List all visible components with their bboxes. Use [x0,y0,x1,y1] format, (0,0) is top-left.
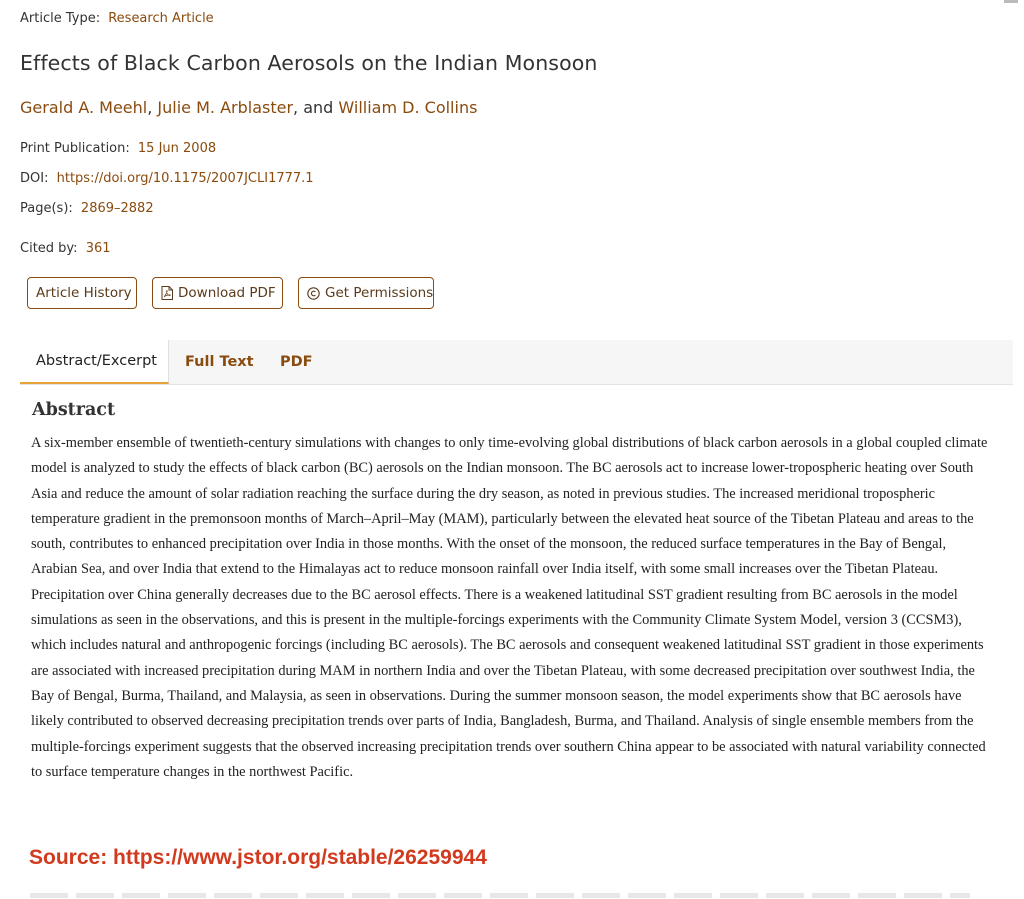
download-pdf-button[interactable] [152,277,283,309]
print-publication-row [20,141,216,156]
abstract-heading: Abstract [32,400,116,420]
tab-full-text[interactable]: Full Text [185,354,254,370]
download-pdf-label: Download PDF [178,285,276,301]
get-permissions-label: Get Permissions [325,285,434,301]
author-separator: , and [293,98,334,117]
print-publication-value: 15 Jun 2008 [137,141,217,156]
pages-value: 2869–2882 [80,201,154,216]
doi-row [20,171,314,186]
cited-by-count[interactable]: 361 [85,241,111,256]
author-link[interactable]: Julie M. Arblaster [157,98,294,117]
copyright-icon [307,287,320,300]
article-history-button[interactable] [27,277,137,309]
article-type-row [20,11,214,26]
author-link[interactable]: Gerald A. Meehl [20,98,148,117]
tab-pdf[interactable]: PDF [280,354,313,370]
article-history-label: Article History [36,285,132,301]
pdf-file-icon [161,286,173,300]
tab-abstract[interactable]: Abstract/Excerpt [20,340,169,384]
cropped-text-line [30,893,970,898]
cited-by-label: Cited by: [20,241,78,256]
cited-by-row [20,241,111,256]
pages-label: Page(s): [20,201,73,216]
author-separator: , [147,98,153,117]
source-note: Source: https://www.jstor.org/stable/26259944 [29,846,487,869]
get-permissions-button[interactable] [298,277,434,309]
author-link[interactable]: William D. Collins [338,98,478,117]
article-type-value[interactable]: Research Article [108,11,214,26]
content-tab-bar [20,340,1013,385]
pages-row [20,201,154,216]
print-publication-label: Print Publication: [20,141,130,156]
abstract-text: A six-member ensemble of twentieth-century simulations with changes to only time-evolving global distributions of black carbon aerosols in a global coupled climate model is analyzed to study the effects of black carbon (BC) aerosols on the Indian monsoon. The BC aerosols act to increase lower-tropospheric heating over South Asia and reduce the amount of solar radiation reaching the surface during the dry season, as noted in previous studies. The increased meridional tropospheric temperature gradient in the premonsoon months of March–April–May (MAM), particularly between the elevated heat source of the Tibetan Plateau and areas to the south, contributes to enhanced precipitation over India in those months. With the onset of the monsoon, the reduced surface temperatures in the Bay of Bengal, Arabian Sea, and over India that extend to the Himalayas act to reduce monsoon rainfall over India itself, with some small increases over the Tibetan Plateau. Precipitation over China generally decreases due to the BC aerosol effects. There is a weakened latitudinal SST gradient resulting from BC aerosols in the model simulations as seen in the observations, and this is present in the multiple-forcings experiments with the Community Climate System Model, version 3 (CCSM3), which includes natural and anthropogenic forcings (including BC aerosols). The BC aerosols and consequent weakened latitudinal SST gradient in those experiments are associated with increased precipitation during MAM in northern India and over the Tibetan Plateau, with some decreased precipitation over southwest India, the Bay of Bengal, Burma, Thailand, and Malaysia, as seen in observations. During the summer monsoon season, the model experiments show that BC aerosols have likely contributed to observed decreasing precipitation trends over parts of India, Bangladesh, Burma, and Thailand. Analysis of single ensemble members from the multiple-forcings experiment suggests that the observed increasing precipitation trends over southern China appear to be associated with natural variability connected to surface temperature changes in the northwest Pacific. [31,435,988,780]
author-list [20,98,477,117]
doi-label: DOI: [20,171,49,186]
article-type-label: Article Type: [20,11,101,26]
corner-decoration [1004,0,1018,3]
doi-link[interactable]: https://doi.org/10.1175/2007JCLI1777.1 [56,171,314,186]
article-title: Effects of Black Carbon Aerosols on the Indian Monsoon [20,51,598,75]
